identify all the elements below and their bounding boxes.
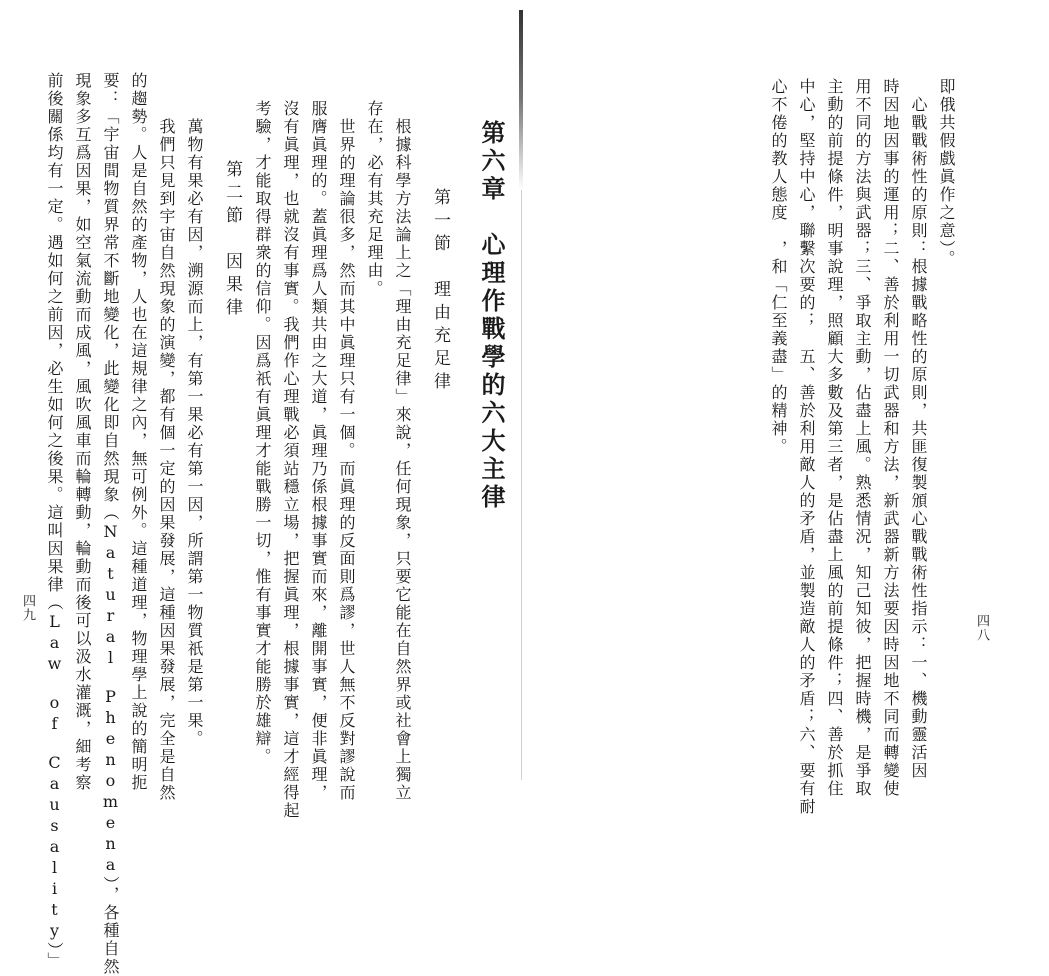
right-col-1: 即俄共假戲眞作之意）。: [937, 78, 956, 268]
left-col-4: 服膺眞理的。蓋眞理爲人類共由之大道，眞理乃係根據事實而來，離開事實，便非眞理，: [309, 100, 328, 802]
section-2-title: 第二節 因果律: [222, 160, 242, 321]
left-col-5: 沒有眞理，也就沒有事實。我們作心理戰必須站穩立場，把握眞理，根據事實，這才經得起: [281, 100, 300, 820]
left-col-1: 根據科學方法論上之「理由充足律」來說，任何現象，只要它能在自然界或社會上獨立: [393, 100, 412, 802]
book-gutter-line: [521, 190, 522, 780]
left-col-7: 萬物有果必有因，溯源而上，有第一果必有第一因，所謂第一物質祇是第一果。: [185, 100, 204, 748]
page-number-48: 四八: [974, 614, 989, 642]
left-col-11: 現象多互爲因果，如空氣流動而成風，風吹風車而輪轉動，輪動而後可以汲水灌溉，細考察: [73, 72, 92, 792]
page-number-49: 四九: [20, 594, 35, 622]
left-col-3: 世界的理論很多，然而其中眞理只有一個。而眞理的反面則爲謬，世人無不反對謬說而: [337, 100, 356, 802]
right-col-2: 心戰戰術性的原則：根據戰略性的原則，共匪復製頒心戰戰術性指示：一、機動靈活因: [909, 78, 928, 780]
left-col-6: 考驗，才能取得群衆的信仰。因爲祇有眞理才能戰勝一切，惟有事實才能勝於雄辯。: [253, 100, 272, 766]
right-col-7: 心不倦的教人態度 ，和「仁至義盡」的精神。: [769, 78, 788, 456]
book-gutter: [519, 10, 523, 190]
left-col-8: 我們只見到宇宙自然現象的演變，都有個一定的因果發展，這種因果發展，完全是自然: [157, 100, 176, 802]
left-col-12: 前後關係均有一定。遇如何之前因，必生如何之後果。這叫因果律（Law of Causality）」: [45, 72, 64, 970]
right-col-4: 用不同的方法與武器；三、爭取主動，佔盡上風。熟悉情況，知己知彼，把握時機，是爭取: [853, 78, 872, 798]
right-col-6: 中心，堅持中心，聯繫次要的； 五、善於利用敵人的矛盾，並製造敵人的矛盾；六、要有耐: [797, 78, 816, 816]
section-1-title: 第一節 理由充足律: [430, 188, 450, 395]
chapter-title: 第六章 心理作戰學的六大主律: [477, 120, 505, 512]
right-col-5: 主動的前提條件，明事說理，照顧大多數及第三者，是佔盡上風的前提條件；四、善於抓住: [825, 78, 844, 798]
left-col-10: 要：「宇宙間物質界常不斷地變化，此變化即自然現象（Natural Phenomena），各種自然: [101, 72, 120, 976]
right-col-3: 時因地因事的運用；二、善於利用一切武器和方法，新武器新方法要因時因地不同而轉變使: [881, 78, 900, 798]
left-col-9: 的趨勢。人是自然的產物，人也在這規律之內，無可例外。這種道理，物理學上說的簡明扼: [129, 72, 148, 792]
left-col-2: 存在，必有其充足理由。: [365, 100, 384, 298]
